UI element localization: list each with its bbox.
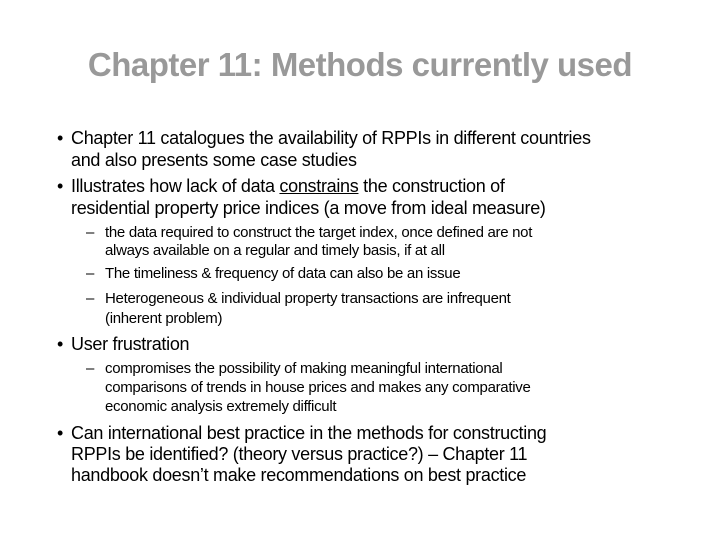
bullet-1-line-1: Chapter 11 catalogues the availability of RPPIs in different countries — [71, 128, 591, 148]
text: Illustrates how lack of data — [71, 176, 280, 196]
bullet-2-line-2: residential property price indices (a move from ideal measure) — [71, 198, 546, 218]
bullet-marker: • — [57, 176, 64, 196]
bullet-1-line-2: and also presents some case studies — [71, 150, 357, 170]
dash-marker: – — [86, 290, 95, 307]
text: the construction of — [358, 176, 505, 196]
sub-4-line-2: comparisons of trends in house prices and makes any comparative — [105, 379, 531, 396]
bullet-4-line-1: Can international best practice in the methods for constructing — [71, 423, 547, 443]
sub-3-line-2: (inherent problem) — [105, 310, 223, 327]
bullet-3: User frustration — [71, 334, 190, 354]
dash-marker: – — [86, 360, 95, 377]
bullet-4-line-3: handbook doesn’t make recommendations on best practice — [71, 465, 527, 485]
bullet-4-line-2: RPPIs be identified? (theory versus practice?) – Chapter 11 — [71, 444, 528, 464]
underlined-word: constrains — [279, 176, 359, 196]
bullet-marker: • — [57, 334, 64, 354]
bullet-marker: • — [57, 423, 64, 443]
sub-1-line-2: always available on a regular and timely basis, if at all — [105, 242, 445, 259]
slide-title: Chapter 11: Methods currently used — [87, 46, 633, 83]
sub-2: The timeliness & frequency of data can also be an issue — [105, 265, 461, 282]
dash-marker: – — [86, 265, 95, 282]
sub-3-line-1: Heterogeneous & individual property transactions are infrequent — [105, 290, 511, 307]
sub-4-line-1: compromises the possibility of making meaningful international — [105, 360, 503, 377]
sub-1-line-1: the data required to construct the target index, once defined are not — [105, 224, 533, 241]
sub-4-line-3: economic analysis extremely difficult — [105, 398, 337, 415]
bullet-2-line-1 — [71, 176, 505, 197]
dash-marker: – — [86, 224, 95, 241]
bullet-marker: • — [57, 128, 64, 148]
